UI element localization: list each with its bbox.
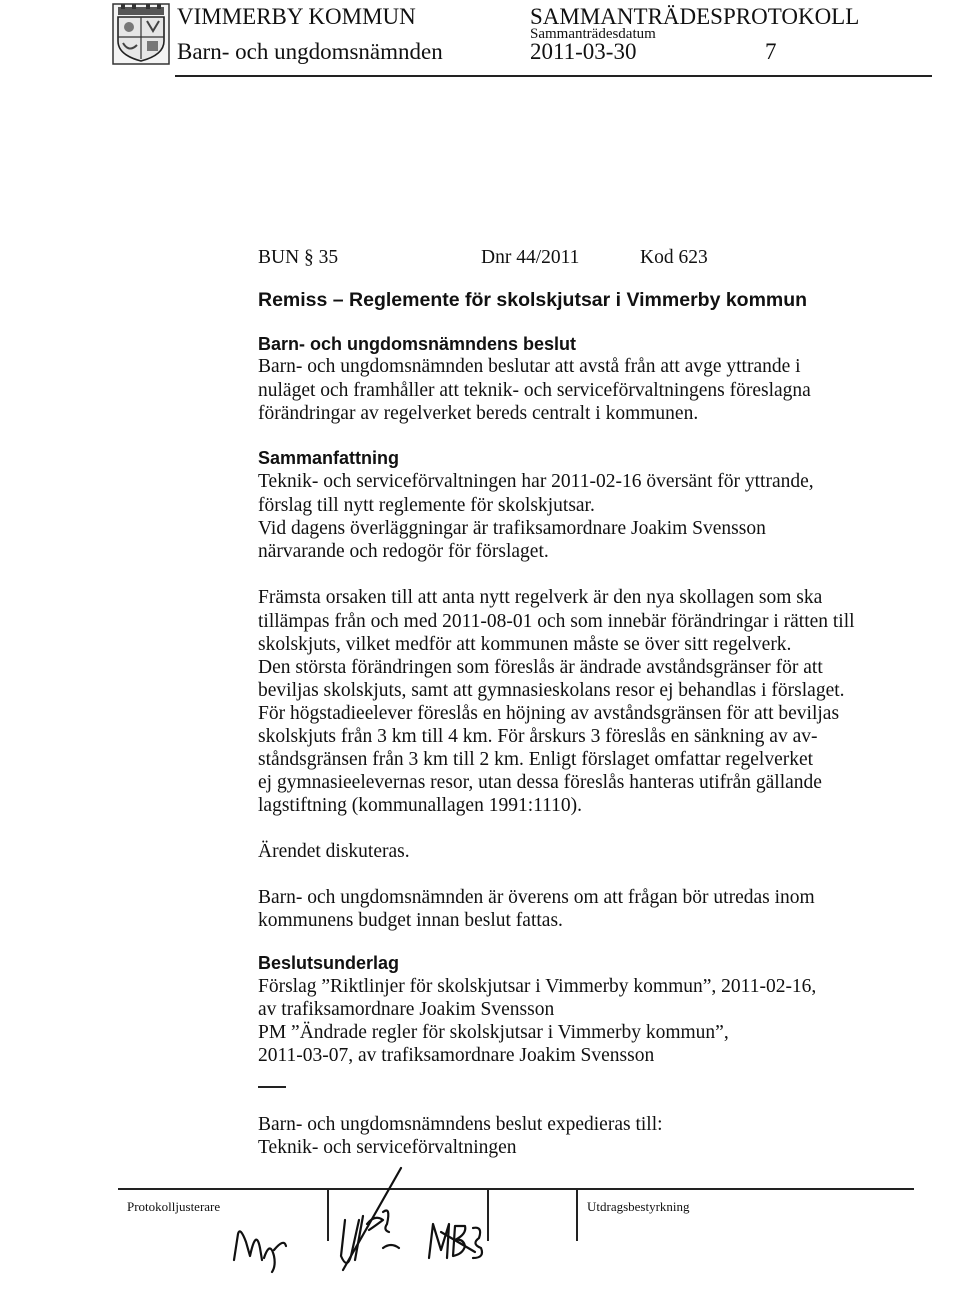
framsta-line: ståndsgränsen från 3 km till 2 km. Enligt förslaget omfattar regelverket — [258, 749, 814, 770]
sammanfattning-heading: Sammanfattning — [258, 448, 400, 468]
section-divider — [258, 1086, 286, 1088]
sammanfattning-line: närvarande och redogör för förslaget. — [258, 541, 549, 562]
item-title: Remiss – Reglemente för skolskjutsar i Vimmerby kommun — [258, 289, 808, 311]
overens-line: kommunens budget innan beslut fattas. — [258, 910, 563, 931]
kod-number: Kod 623 — [640, 247, 708, 268]
beslutsunderlag-line: PM ”Ändrade regler för skolskjutsar i Vimmerby kommun”, — [258, 1022, 729, 1043]
framsta-line: Främsta orsaken till att anta nytt regelverk är den nya skollagen som ska — [258, 587, 823, 608]
sammanfattning-line: förslag till nytt reglemente för skolskjutsar. — [258, 495, 595, 516]
paragraph-number: BUN § 35 — [258, 247, 339, 268]
expedieras-line: Teknik- och serviceförvaltningen — [258, 1137, 517, 1158]
document-type: SAMMANTRÄDESPROTOKOLL — [530, 4, 860, 29]
organization-name: VIMMERBY KOMMUN — [177, 4, 416, 29]
dnr-number: Dnr 44/2011 — [481, 247, 580, 268]
meeting-date-label: Sammanträdesdatum — [530, 26, 656, 42]
protokolljusterare-label: Protokolljusterare — [127, 1199, 221, 1214]
header-divider — [175, 75, 932, 77]
committee-name: Barn- och ungdomsnämnden — [177, 39, 443, 64]
framsta-line: skolskjuts från 3 km till 4 km. För årskurs 3 föreslås en sänkning av av- — [258, 726, 818, 747]
signature-2 — [325, 1160, 415, 1280]
beslut-line: förändringar av regelverket bereds centralt i kommunen. — [258, 403, 699, 424]
coat-of-arms-logo — [112, 3, 170, 65]
page-number: 7 — [765, 39, 777, 64]
footer-rule — [118, 1188, 914, 1190]
beslut-heading: Barn- och ungdomsnämndens beslut — [258, 334, 577, 354]
signature-box-divider — [576, 1189, 578, 1241]
expedieras-line: Barn- och ungdomsnämndens beslut expedieras till: — [258, 1114, 663, 1135]
diskuteras-line: Ärendet diskuteras. — [258, 841, 410, 862]
framsta-line: För högstadieelever föreslås en höjning av avståndsgränsen för att beviljas — [258, 703, 840, 724]
framsta-line: ej gymnasieelevernas resor, utan dessa föreslås hanteras utifrån gällande — [258, 772, 822, 793]
framsta-line: beviljas skolskjuts, samt att gymnasieskolans resor ej behandlas i förslaget. — [258, 680, 845, 701]
beslut-line: Barn- och ungdomsnämnden beslutar att avstå från att avge yttrande i — [258, 356, 801, 377]
framsta-line: Den största förändringen som föreslås är ändrade avståndsgränser för att — [258, 657, 823, 678]
sammanfattning-line: Teknik- och serviceförvaltningen har 2011-02-16 översänt för yttrande, — [258, 471, 814, 492]
signature-3 — [423, 1210, 493, 1270]
utdragsbestyrkning-label: Utdragsbestyrkning — [587, 1199, 690, 1214]
framsta-line: lagstiftning (kommunallagen 1991:1110). — [258, 795, 583, 816]
overens-line: Barn- och ungdomsnämnden är överens om att frågan bör utredas inom — [258, 887, 815, 908]
framsta-line: skolskjuts, vilket medför att kommunen måste se över sitt regelverk. — [258, 634, 792, 655]
beslut-line: nuläget och framhåller att teknik- och serviceförvaltningens föreslagna — [258, 380, 811, 401]
beslutsunderlag-line: av trafiksamordnare Joakim Svensson — [258, 999, 555, 1020]
meeting-date: 2011-03-30 — [530, 39, 637, 64]
beslutsunderlag-heading: Beslutsunderlag — [258, 953, 400, 973]
beslutsunderlag-line: Förslag ”Riktlinjer för skolskjutsar i Vimmerby kommun”, 2011-02-16, — [258, 976, 817, 997]
beslutsunderlag-line: 2011-03-07, av trafiksamordnare Joakim Svensson — [258, 1045, 655, 1066]
signature-1 — [226, 1198, 326, 1278]
framsta-line: tillämpas från och med 2011-08-01 och som innebär förändringar i rätten till — [258, 611, 855, 632]
sammanfattning-line: Vid dagens överläggningar är trafiksamordnare Joakim Svensson — [258, 518, 766, 539]
